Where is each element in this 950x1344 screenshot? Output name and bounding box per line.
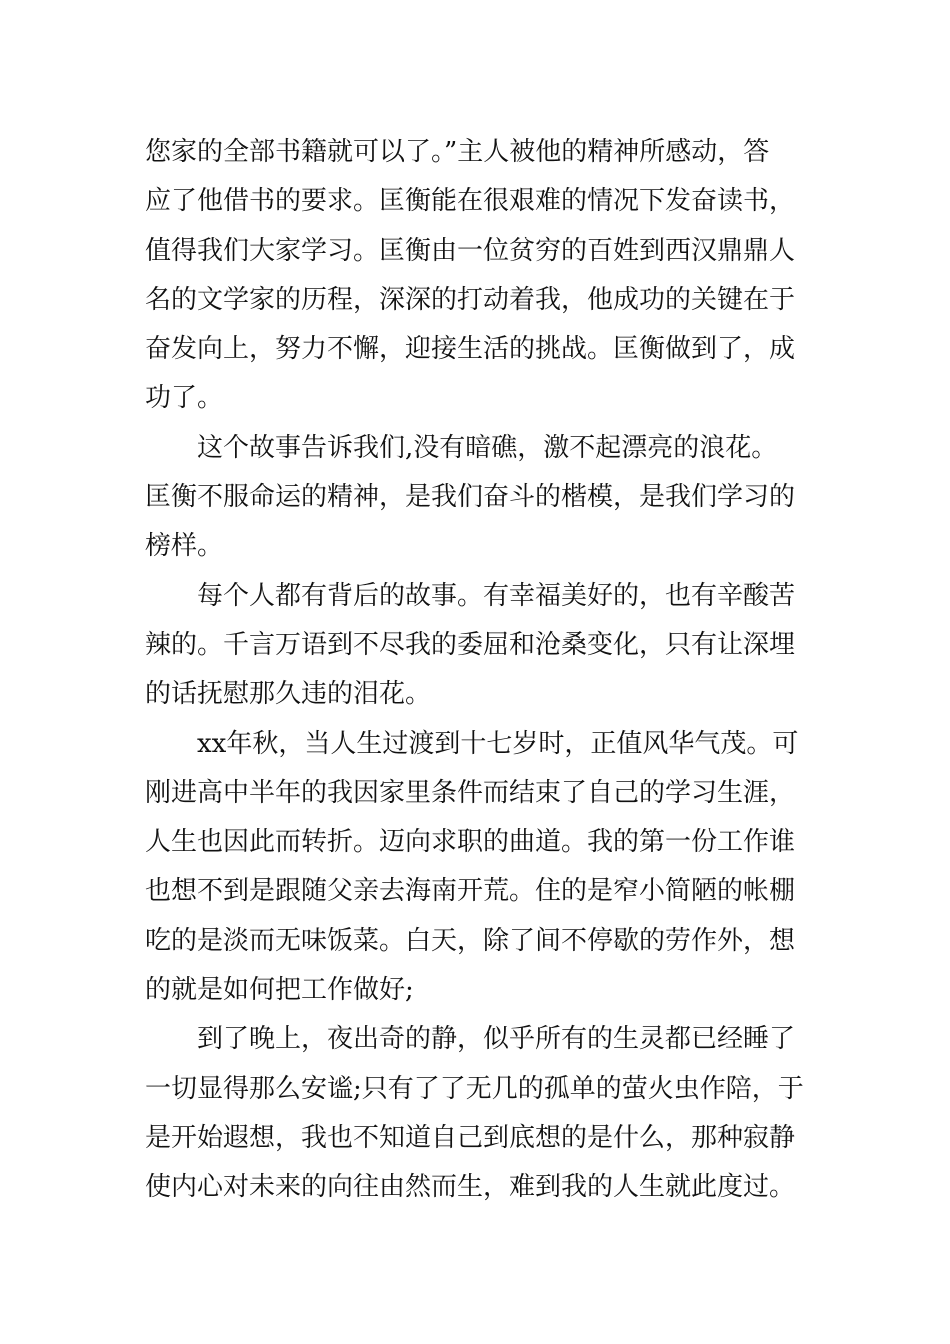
text-line: 值得我们大家学习。匡衡由一位贫穷的百姓到西汉鼎鼎人	[145, 235, 796, 266]
text-line: 使内心对未来的向往由然而生，难到我的人生就此度过。	[145, 1172, 796, 1203]
paragraph-4	[145, 720, 809, 1016]
text-line: 名的文学家的历程，深深的打动着我，他成功的关键在于	[145, 284, 796, 315]
text-line: 榜样。	[145, 531, 224, 562]
text-line: 功了。	[145, 383, 224, 414]
text-line: 一切显得那么安谧;只有了了无几的孤单的萤火虫作陪，于	[145, 1073, 804, 1104]
text-line: 您家的全部书籍就可以了。”主人被他的精神所感动，答	[145, 137, 770, 167]
text-line: 匡衡不服命运的精神，是我们奋斗的楷模，是我们学习的	[145, 482, 796, 513]
text-line: 的话抚慰那久违的泪花。	[145, 679, 432, 710]
text-line: 每个人都有背后的故事。有幸福美好的，也有辛酸苦	[197, 580, 796, 611]
document-body	[145, 128, 809, 1213]
paragraph-1	[145, 128, 809, 424]
paragraph-2	[145, 424, 809, 572]
text-line: xx年秋，当人生过渡到十七岁时，正值风华气茂。可	[197, 728, 799, 759]
text-line: 也想不到是跟随父亲去海南开荒。住的是窄小简陋的帐棚	[145, 876, 796, 907]
text-line: 是开始遐想，我也不知道自己到底想的是什么，那种寂静	[145, 1122, 796, 1153]
text-line: 奋发向上，努力不懈，迎接生活的挑战。匡衡做到了，成	[145, 334, 796, 365]
text-line: 应了他借书的要求。匡衡能在很艰难的情况下发奋读书，	[145, 186, 796, 217]
text-line: 人生也因此而转折。迈向求职的曲道。我的第一份工作谁	[145, 827, 796, 858]
paragraph-5	[145, 1015, 809, 1212]
text-line: 辣的。千言万语到不尽我的委屈和沧桑变化，只有让深埋	[145, 629, 796, 660]
text-line: 到了晚上，夜出奇的静，似乎所有的生灵都已经睡了	[197, 1024, 796, 1055]
text-line: 刚进高中半年的我因家里条件而结束了自己的学习生涯，	[145, 777, 796, 808]
paragraph-3	[145, 572, 809, 720]
text-line: 的就是如何把工作做好;	[145, 975, 414, 1006]
text-line: 吃的是淡而无味饭菜。白天，除了间不停歇的劳作外，想	[145, 925, 796, 956]
text-line: 这个故事告诉我们,没有暗礁，激不起漂亮的浪花。	[197, 432, 778, 463]
